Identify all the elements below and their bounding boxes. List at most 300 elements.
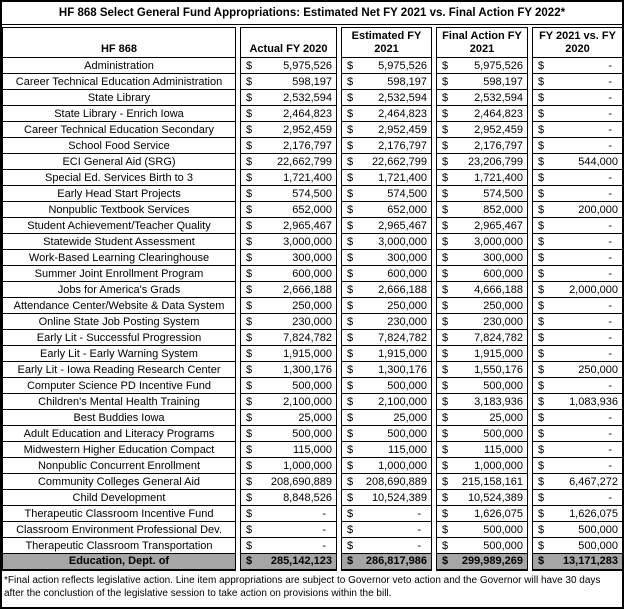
currency-symbol: $ [246, 107, 253, 120]
currency-symbol: $ [538, 411, 545, 424]
money-cell [437, 458, 528, 474]
currency-symbol: $ [347, 171, 354, 184]
amount: - [608, 299, 612, 312]
amount: 2,965,467 [474, 219, 523, 232]
currency-symbol: $ [442, 123, 449, 136]
money-cell [437, 314, 528, 330]
money-cell [241, 538, 337, 554]
currency-symbol: $ [347, 107, 354, 120]
money-cell [437, 394, 528, 410]
amount: - [608, 187, 612, 200]
amount: 2,666,188 [283, 283, 332, 296]
currency-symbol: $ [347, 331, 354, 344]
currency-symbol: $ [538, 347, 545, 360]
row-label: Attendance Center/Website & Data System [3, 298, 236, 314]
amount: - [608, 123, 612, 136]
currency-symbol: $ [347, 347, 354, 360]
amount: 598,197 [483, 75, 523, 88]
money-cell [241, 234, 337, 250]
money-cell [437, 330, 528, 346]
money-cell [342, 522, 432, 538]
amount: 2,532,594 [474, 91, 523, 104]
amount: 2,532,594 [283, 91, 332, 104]
amount: 230,000 [483, 315, 523, 328]
money-cell [533, 426, 623, 442]
currency-symbol: $ [246, 347, 253, 360]
money-cell [241, 202, 337, 218]
currency-symbol: $ [246, 411, 253, 424]
amount: 115,000 [484, 443, 523, 456]
money-cell [437, 442, 528, 458]
table-row [3, 346, 623, 362]
row-label: Therapeutic Classroom Transportation [3, 538, 236, 554]
money-cell [241, 474, 337, 490]
money-cell [342, 394, 432, 410]
currency-symbol: $ [347, 91, 354, 104]
money-cell [437, 538, 528, 554]
amount: 13,171,283 [562, 555, 618, 568]
table-row [3, 474, 623, 490]
currency-symbol: $ [442, 283, 449, 296]
money-cell [437, 522, 528, 538]
amount: - [608, 379, 612, 392]
row-label: ECI General Aid (SRG) [3, 154, 236, 170]
table-row [3, 298, 623, 314]
amount: 230,000 [292, 315, 332, 328]
currency-symbol: $ [347, 523, 354, 536]
currency-symbol: $ [538, 123, 545, 136]
amount: - [608, 171, 612, 184]
currency-symbol: $ [347, 299, 354, 312]
money-cell [533, 394, 623, 410]
amount: 25,000 [298, 411, 332, 424]
amount: 250,000 [483, 299, 523, 312]
amount: 2,965,467 [283, 219, 332, 232]
currency-symbol: $ [442, 379, 449, 392]
table-row [3, 538, 623, 554]
currency-symbol: $ [246, 539, 253, 552]
amount: 1,000,000 [283, 459, 332, 472]
money-cell [342, 314, 432, 330]
amount: 2,464,823 [378, 107, 427, 120]
amount: 7,824,782 [283, 331, 332, 344]
currency-symbol: $ [246, 475, 253, 488]
currency-symbol: $ [442, 411, 449, 424]
money-cell [437, 490, 528, 506]
currency-symbol: $ [347, 59, 354, 72]
currency-symbol: $ [538, 203, 545, 216]
money-cell [241, 346, 337, 362]
amount: 2,532,594 [378, 91, 427, 104]
money-cell [437, 554, 528, 570]
amount: 1,915,000 [283, 347, 332, 360]
amount: 10,524,389 [371, 491, 427, 504]
currency-symbol: $ [442, 539, 449, 552]
currency-symbol: $ [347, 507, 354, 520]
money-cell [241, 266, 337, 282]
amount: 1,721,400 [378, 171, 427, 184]
table-row [3, 426, 623, 442]
amount: 7,824,782 [378, 331, 427, 344]
amount: - [608, 315, 612, 328]
amount: 8,848,526 [283, 491, 332, 504]
amount: - [608, 267, 612, 280]
money-cell [533, 410, 623, 426]
money-cell [241, 314, 337, 330]
amount: 10,524,389 [467, 491, 523, 504]
currency-symbol: $ [538, 475, 545, 488]
currency-symbol: $ [538, 555, 545, 568]
currency-symbol: $ [538, 267, 545, 280]
currency-symbol: $ [442, 203, 449, 216]
amount: - [322, 523, 326, 536]
amount: 2,100,000 [283, 395, 332, 408]
currency-symbol: $ [347, 395, 354, 408]
money-cell [437, 346, 528, 362]
table-row [3, 218, 623, 234]
money-cell [437, 186, 528, 202]
currency-symbol: $ [538, 395, 545, 408]
currency-symbol: $ [246, 395, 253, 408]
footnote: *Final action reflects legislative action. Line item appropriations are subject to Governor veto action and the Governor will have 30 days after the conclustion of the legislative session to take action on provisions within the bill. [4, 574, 601, 599]
money-cell [241, 138, 337, 154]
currency-symbol: $ [347, 203, 354, 216]
money-cell [437, 298, 528, 314]
row-label: Work-Based Learning Clearinghouse [3, 250, 236, 266]
amount: 1,915,000 [378, 347, 427, 360]
money-cell [437, 362, 528, 378]
row-label: Classroom Environment Professional Dev. [3, 522, 236, 538]
amount: 574,500 [483, 187, 523, 200]
currency-symbol: $ [538, 107, 545, 120]
money-cell [342, 74, 432, 90]
money-cell [241, 426, 337, 442]
table-title: HF 868 Select General Fund Appropriations: Estimated Net FY 2021 vs. Final Action FY 2022* [2, 2, 622, 25]
currency-symbol: $ [246, 363, 253, 376]
currency-symbol: $ [442, 523, 449, 536]
row-label: Career Technical Education Administration [3, 74, 236, 90]
currency-symbol: $ [442, 219, 449, 232]
money-cell [342, 250, 432, 266]
money-cell [533, 506, 623, 522]
money-cell [437, 378, 528, 394]
currency-symbol: $ [347, 363, 354, 376]
currency-symbol: $ [538, 379, 545, 392]
amount: - [608, 491, 612, 504]
currency-symbol: $ [246, 523, 253, 536]
amount: 500,000 [387, 427, 427, 440]
currency-symbol: $ [246, 283, 253, 296]
table-row [3, 170, 623, 186]
currency-symbol: $ [442, 459, 449, 472]
currency-symbol: $ [442, 331, 449, 344]
amount: 500,000 [483, 427, 523, 440]
currency-symbol: $ [246, 187, 253, 200]
table-row [3, 522, 623, 538]
currency-symbol: $ [347, 315, 354, 328]
amount: 1,626,075 [474, 507, 523, 520]
amount: 1,721,400 [283, 171, 332, 184]
currency-symbol: $ [538, 443, 545, 456]
money-cell [342, 538, 432, 554]
row-label: Jobs for America's Grads [3, 282, 236, 298]
money-cell [241, 74, 337, 90]
row-label: Career Technical Education Secondary [3, 122, 236, 138]
money-cell [437, 250, 528, 266]
currency-symbol: $ [538, 507, 545, 520]
currency-symbol: $ [538, 219, 545, 232]
row-label: Administration [3, 58, 236, 74]
currency-symbol: $ [538, 491, 545, 504]
amount: 285,142,123 [270, 555, 332, 568]
table-row [3, 442, 623, 458]
currency-symbol: $ [347, 379, 354, 392]
currency-symbol: $ [246, 331, 253, 344]
money-cell [437, 506, 528, 522]
money-cell [437, 154, 528, 170]
money-cell [437, 202, 528, 218]
money-cell [533, 442, 623, 458]
currency-symbol: $ [246, 139, 253, 152]
money-cell [342, 474, 432, 490]
money-cell [342, 362, 432, 378]
money-cell [533, 90, 623, 106]
amount: 3,183,936 [474, 395, 523, 408]
currency-symbol: $ [538, 427, 545, 440]
currency-symbol: $ [442, 475, 449, 488]
money-cell [241, 554, 337, 570]
amount: - [417, 539, 421, 552]
currency-symbol: $ [442, 315, 449, 328]
currency-symbol: $ [442, 187, 449, 200]
currency-symbol: $ [442, 91, 449, 104]
amount: 1,083,936 [569, 395, 618, 408]
money-cell [342, 490, 432, 506]
row-label: Early Lit - Early Warning System [3, 346, 236, 362]
currency-symbol: $ [246, 75, 253, 88]
currency-symbol: $ [538, 523, 545, 536]
column-header-fy2021-vs-fy2020: FY 2021 vs. FY 2020 [533, 28, 623, 58]
money-cell [533, 522, 623, 538]
money-cell [342, 234, 432, 250]
currency-symbol: $ [246, 555, 253, 568]
table-row [3, 490, 623, 506]
currency-symbol: $ [442, 299, 449, 312]
table-row [3, 74, 623, 90]
currency-symbol: $ [246, 315, 253, 328]
row-label: Statewide Student Assessment [3, 234, 236, 250]
amount: 2,965,467 [378, 219, 427, 232]
currency-symbol: $ [538, 171, 545, 184]
amount: - [608, 347, 612, 360]
amount: - [608, 443, 612, 456]
currency-symbol: $ [538, 331, 545, 344]
currency-symbol: $ [538, 315, 545, 328]
currency-symbol: $ [347, 491, 354, 504]
amount: 2,000,000 [569, 283, 618, 296]
amount: 2,176,797 [474, 139, 523, 152]
currency-symbol: $ [347, 555, 354, 568]
money-cell [241, 186, 337, 202]
row-label: Midwestern Higher Education Compact [3, 442, 236, 458]
amount: 500,000 [483, 379, 523, 392]
money-cell [437, 282, 528, 298]
amount: - [322, 539, 326, 552]
currency-symbol: $ [246, 491, 253, 504]
amount: 2,464,823 [474, 107, 523, 120]
column-header-final-action-fy2021: Final Action FY 2021 [437, 28, 528, 58]
column-header-hf868: HF 868 [3, 28, 236, 58]
money-cell [533, 138, 623, 154]
currency-symbol: $ [347, 427, 354, 440]
money-cell [533, 122, 623, 138]
money-cell [342, 90, 432, 106]
amount: 2,952,459 [474, 123, 523, 136]
amount: 23,206,799 [467, 155, 523, 168]
currency-symbol: $ [347, 75, 354, 88]
currency-symbol: $ [347, 539, 354, 552]
money-cell [241, 154, 337, 170]
amount: 115,000 [388, 443, 427, 456]
money-cell [241, 378, 337, 394]
amount: 6,467,272 [569, 475, 618, 488]
amount: 300,000 [483, 251, 523, 264]
money-cell [241, 170, 337, 186]
currency-symbol: $ [347, 283, 354, 296]
amount: 230,000 [387, 315, 427, 328]
amount: - [608, 235, 612, 248]
amount: - [608, 59, 612, 72]
amount: 286,817,986 [365, 555, 427, 568]
currency-symbol: $ [246, 235, 253, 248]
money-cell [437, 138, 528, 154]
amount: - [608, 75, 612, 88]
currency-symbol: $ [538, 283, 545, 296]
currency-symbol: $ [246, 443, 253, 456]
money-cell [241, 442, 337, 458]
table-row [3, 314, 623, 330]
money-cell [437, 426, 528, 442]
currency-symbol: $ [246, 379, 253, 392]
currency-symbol: $ [442, 555, 449, 568]
amount: 3,000,000 [283, 235, 332, 248]
amount: - [608, 459, 612, 472]
currency-symbol: $ [246, 507, 253, 520]
currency-symbol: $ [538, 59, 545, 72]
row-label: School Food Service [3, 138, 236, 154]
money-cell [533, 74, 623, 90]
money-cell [533, 218, 623, 234]
currency-symbol: $ [538, 235, 545, 248]
currency-symbol: $ [442, 235, 449, 248]
amount: 600,000 [387, 267, 427, 280]
row-label: Adult Education and Literacy Programs [3, 426, 236, 442]
money-cell [342, 122, 432, 138]
currency-symbol: $ [347, 267, 354, 280]
amount: 22,662,799 [371, 155, 427, 168]
currency-symbol: $ [538, 251, 545, 264]
amount: 500,000 [578, 539, 618, 552]
currency-symbol: $ [538, 187, 545, 200]
money-cell [241, 218, 337, 234]
table-row [3, 106, 623, 122]
currency-symbol: $ [246, 299, 253, 312]
money-cell [241, 362, 337, 378]
amount: 1,550,176 [474, 363, 523, 376]
money-cell [342, 458, 432, 474]
amount: 5,975,526 [378, 59, 427, 72]
amount: - [608, 139, 612, 152]
amount: - [608, 91, 612, 104]
currency-symbol: $ [246, 267, 253, 280]
money-cell [533, 186, 623, 202]
amount: - [608, 427, 612, 440]
currency-symbol: $ [347, 443, 354, 456]
money-cell [533, 458, 623, 474]
appropriations-table [2, 27, 623, 571]
currency-symbol: $ [347, 411, 354, 424]
table-row [3, 330, 623, 346]
amount: - [608, 411, 612, 424]
currency-symbol: $ [246, 219, 253, 232]
money-cell [241, 522, 337, 538]
amount: - [608, 331, 612, 344]
money-cell [342, 218, 432, 234]
money-cell [241, 458, 337, 474]
amount: 652,000 [387, 203, 427, 216]
money-cell [533, 282, 623, 298]
money-cell [241, 506, 337, 522]
table-row [3, 202, 623, 218]
amount: 2,100,000 [378, 395, 427, 408]
table-row [3, 250, 623, 266]
amount: 250,000 [292, 299, 332, 312]
money-cell [342, 298, 432, 314]
currency-symbol: $ [442, 251, 449, 264]
table-row [3, 138, 623, 154]
money-cell [533, 538, 623, 554]
currency-symbol: $ [347, 219, 354, 232]
money-cell [533, 378, 623, 394]
table-row [3, 282, 623, 298]
money-cell [533, 346, 623, 362]
money-cell [342, 154, 432, 170]
money-cell [533, 250, 623, 266]
money-cell [342, 346, 432, 362]
money-cell [241, 330, 337, 346]
amount: - [608, 107, 612, 120]
table-row [3, 90, 623, 106]
amount: 852,000 [483, 203, 523, 216]
total-row-label: Education, Dept. of [3, 554, 236, 570]
money-cell [241, 298, 337, 314]
amount: - [608, 219, 612, 232]
currency-symbol: $ [538, 91, 545, 104]
currency-symbol: $ [442, 155, 449, 168]
amount: 2,176,797 [378, 139, 427, 152]
amount: 1,000,000 [474, 459, 523, 472]
row-label: Computer Science PD Incentive Fund [3, 378, 236, 394]
table-row [3, 234, 623, 250]
money-cell [533, 490, 623, 506]
currency-symbol: $ [347, 139, 354, 152]
currency-symbol: $ [347, 459, 354, 472]
money-cell [342, 106, 432, 122]
money-cell [342, 410, 432, 426]
money-cell [342, 442, 432, 458]
money-cell [342, 202, 432, 218]
amount: 2,176,797 [283, 139, 332, 152]
